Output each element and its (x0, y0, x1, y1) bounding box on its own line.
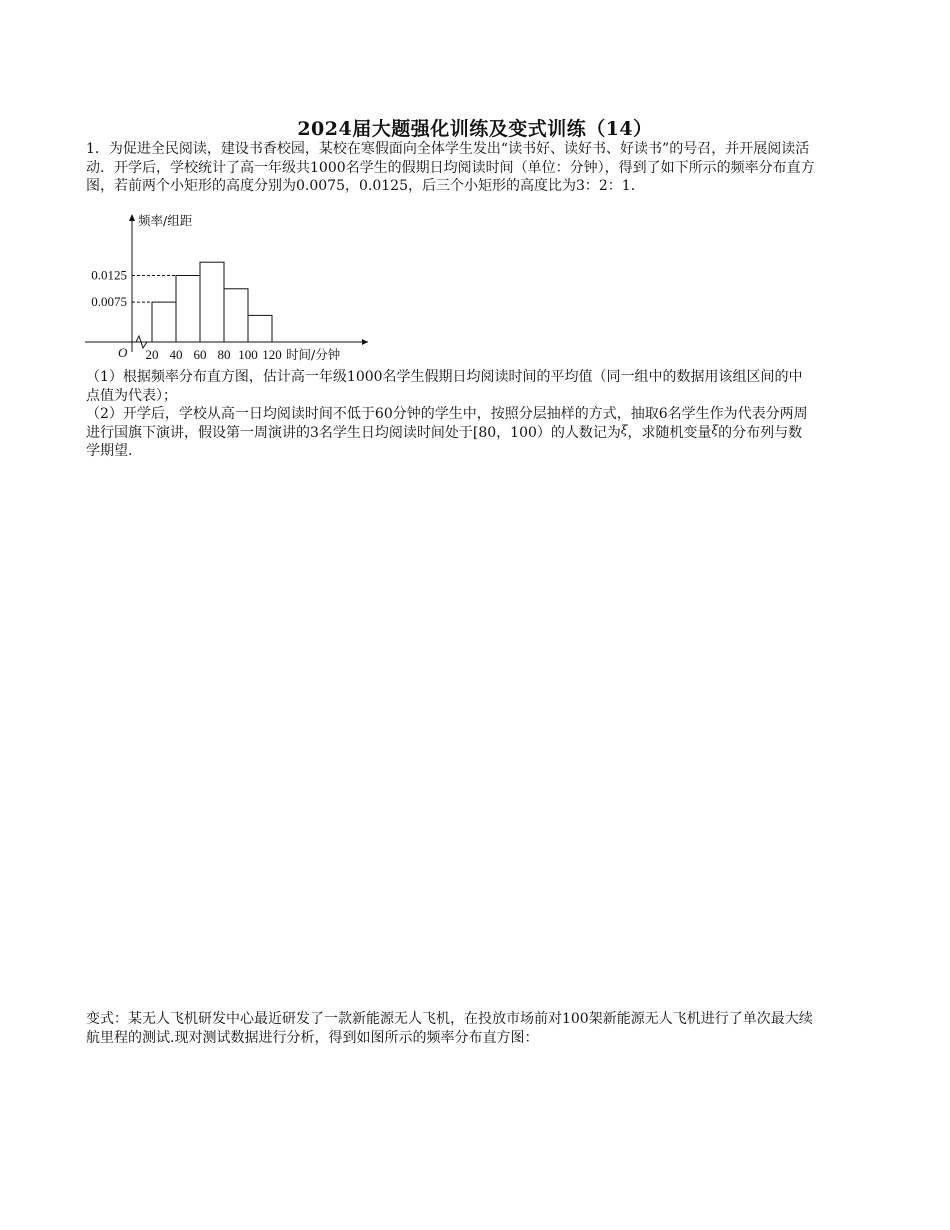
question-1: （1）根据频率分布直方图，估计高一年级1000名学生假期日均阅读时间的平均值（同一组中的数据用该组区间的中点值为代表）； (86, 369, 803, 404)
question-2-text-a: （2）开学后，学校从高一日均阅读时间不低于60分钟的学生中，按照分层抽样的方式，抽取6名学生作为代表分两周进行国旗下演讲，假设第一周演讲的3名学生日均阅读时间处于[80，100）的人数记为 (86, 406, 808, 441)
histogram-bar-100-120 (248, 315, 272, 342)
x-tick-label-120: 120 (262, 347, 282, 362)
xi-symbol: ξ (620, 422, 628, 437)
histogram-bar-80-100 (224, 289, 248, 342)
xi-symbol: ξ (711, 422, 719, 437)
y-tick-label-0.0125: 0.0125 (91, 267, 127, 283)
x-tick-label-40: 40 (169, 347, 183, 362)
problem-1-stem: 1．为促进全民阅读，建设书香校园，某校在寒假面向全体学生发出“读书好、读好书、好读书”的号召，并开展阅读活动．开学后，学校统计了高一年级共1000名学生的假期日均阅读时间（单位：分钟），得到了如下所示的频率分布直方图，若前两个小矩形的高度分别为0.0075，0.0125，后三个小矩形的高度比为3：2：1． (86, 141, 815, 194)
x-axis-label: 时间/分钟 (286, 347, 341, 362)
y-axis-arrow (129, 214, 135, 221)
x-axis-arrow (362, 339, 368, 345)
histogram-bar-60-80 (200, 262, 224, 342)
question-2 (86, 405, 816, 461)
y-tick-label-0.0075: 0.0075 (91, 294, 127, 310)
x-tick-label-60: 60 (193, 347, 207, 362)
page-title: 2024届大题强化训练及变式训练（14） (297, 118, 653, 140)
y-axis-label: 频率/组距 (138, 213, 193, 228)
variant-problem-text: 变式：某无人飞机研发中心最近研发了一款新能源无人飞机，在投放市场前对100架新能源无人飞机进行了单次最大续航里程的测试.现对测试数据进行分析，得到如图所示的频率分布直方图： (86, 1011, 813, 1046)
question-2-text-b: ，求随机变量 (627, 424, 712, 441)
histogram-bar-40-60 (176, 276, 200, 343)
x-tick-label-20: 20 (145, 347, 159, 362)
histogram-bar-20-40 (152, 302, 176, 342)
x-tick-label-100: 100 (238, 347, 258, 362)
origin-label: O (118, 345, 128, 360)
x-tick-label-80: 80 (217, 347, 231, 362)
frequency-histogram (80, 212, 370, 364)
question-2-text-c: 的分布列与数学期望. (86, 424, 803, 459)
